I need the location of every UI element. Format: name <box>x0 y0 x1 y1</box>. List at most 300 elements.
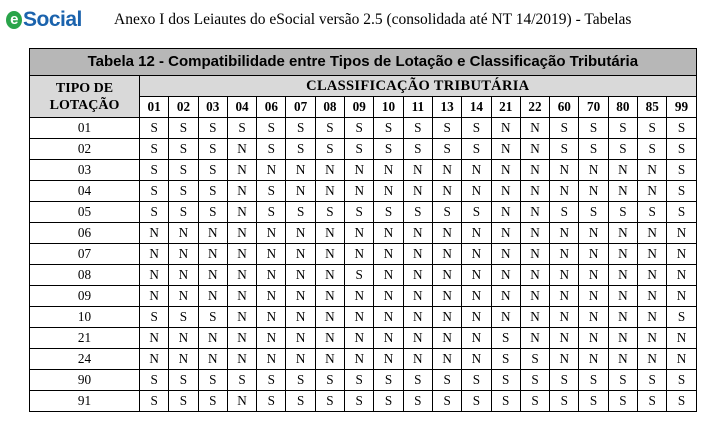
compatibility-cell: S <box>550 139 579 160</box>
compatibility-cell: N <box>286 160 315 181</box>
compatibility-cell: S <box>374 139 403 160</box>
compatibility-cell: N <box>520 118 549 139</box>
compatibility-cell: S <box>667 118 696 139</box>
compatibility-cell: N <box>140 223 169 244</box>
compatibility-cell: S <box>491 349 520 370</box>
classification-code-header: 08 <box>315 97 344 118</box>
compatibility-cell: N <box>462 307 491 328</box>
compatibility-cell: N <box>286 244 315 265</box>
table-row <box>30 286 697 307</box>
tipo-lotacao-cell: 04 <box>30 181 140 202</box>
classification-code-header: 10 <box>374 97 403 118</box>
compatibility-cell: S <box>198 181 227 202</box>
compatibility-cell: N <box>491 244 520 265</box>
compatibility-cell: S <box>169 181 198 202</box>
compatibility-cell: N <box>198 223 227 244</box>
compatibility-cell: S <box>169 307 198 328</box>
compatibility-cell: N <box>227 265 256 286</box>
compatibility-cell: S <box>432 202 461 223</box>
compatibility-cell: N <box>227 139 256 160</box>
compatibility-cell: S <box>345 202 374 223</box>
compatibility-cell: N <box>403 160 432 181</box>
compatibility-cell: N <box>638 181 667 202</box>
compatibility-cell: N <box>579 307 608 328</box>
tipo-lotacao-cell: 09 <box>30 286 140 307</box>
compatibility-cell: N <box>520 181 549 202</box>
compatibility-cell: N <box>227 223 256 244</box>
document-title: Anexo I dos Leiautes do eSocial versão 2.5 (consolidada até NT 14/2019) - Tabelas <box>114 11 632 28</box>
compatibility-cell: N <box>286 286 315 307</box>
compatibility-cell: N <box>315 160 344 181</box>
compatibility-cell: N <box>608 349 637 370</box>
compatibility-cell: N <box>286 307 315 328</box>
compatibility-cell: S <box>638 391 667 412</box>
compatibility-cell: N <box>374 328 403 349</box>
compatibility-cell: N <box>520 160 549 181</box>
compatibility-cell: N <box>257 265 286 286</box>
compatibility-cell: S <box>579 202 608 223</box>
compatibility-cell: N <box>638 160 667 181</box>
compatibility-cell: S <box>608 118 637 139</box>
compatibility-cell: S <box>462 139 491 160</box>
compatibility-cell: N <box>345 160 374 181</box>
compatibility-cell: N <box>462 349 491 370</box>
compatibility-cell: S <box>520 349 549 370</box>
compatibility-cell: S <box>257 139 286 160</box>
compatibility-cell: S <box>169 391 198 412</box>
classification-code-header: 14 <box>462 97 491 118</box>
classification-code-header: 02 <box>169 97 198 118</box>
compatibility-cell: N <box>345 181 374 202</box>
compatibility-cell: N <box>520 265 549 286</box>
compatibility-cell: N <box>403 265 432 286</box>
compatibility-cell: N <box>198 349 227 370</box>
compatibility-cell: S <box>579 118 608 139</box>
compatibility-cell: S <box>638 118 667 139</box>
classification-code-header: 80 <box>608 97 637 118</box>
compatibility-cell: N <box>432 328 461 349</box>
compatibility-cell: N <box>638 349 667 370</box>
compatibility-cell: S <box>403 202 432 223</box>
compatibility-cell: N <box>140 349 169 370</box>
compatibility-cell: N <box>345 349 374 370</box>
compatibility-cell: N <box>579 223 608 244</box>
compatibility-cell: S <box>257 202 286 223</box>
compatibility-cell: N <box>198 328 227 349</box>
compatibility-cell: N <box>638 223 667 244</box>
compatibility-cell: N <box>462 223 491 244</box>
compatibility-cell: N <box>227 244 256 265</box>
classification-code-header: 21 <box>491 97 520 118</box>
compatibility-cell: N <box>403 328 432 349</box>
compatibility-cell: N <box>345 328 374 349</box>
compatibility-cell: N <box>345 286 374 307</box>
compatibility-cell: N <box>169 328 198 349</box>
classification-code-header: 09 <box>345 97 374 118</box>
compatibility-cell: N <box>638 328 667 349</box>
compatibility-cell: N <box>257 349 286 370</box>
compatibility-cell: S <box>550 391 579 412</box>
compatibility-cell: S <box>403 139 432 160</box>
compatibility-cell: S <box>257 370 286 391</box>
compatibility-cell: N <box>432 244 461 265</box>
compatibility-cell: N <box>491 286 520 307</box>
compatibility-cell: S <box>198 139 227 160</box>
compatibility-cell: N <box>608 223 637 244</box>
tipo-lotacao-cell: 01 <box>30 118 140 139</box>
compatibility-cell: N <box>345 244 374 265</box>
compatibility-cell: S <box>227 118 256 139</box>
compatibility-cell: S <box>491 391 520 412</box>
compatibility-cell: N <box>374 223 403 244</box>
compatibility-cell: N <box>579 265 608 286</box>
compatibility-cell: S <box>286 370 315 391</box>
compatibility-cell: N <box>227 391 256 412</box>
compatibility-cell: S <box>520 391 549 412</box>
compatibility-cell: S <box>638 370 667 391</box>
compatibility-cell: S <box>140 370 169 391</box>
compatibility-cell: S <box>432 139 461 160</box>
classificacao-tributaria-header: CLASSIFICAÇÃO TRIBUTÁRIA <box>140 76 697 97</box>
compatibility-cell: N <box>608 307 637 328</box>
compatibility-cell: N <box>315 244 344 265</box>
compatibility-cell: S <box>432 370 461 391</box>
compatibility-cell: N <box>227 286 256 307</box>
compatibility-cell: S <box>520 370 549 391</box>
compatibility-cell: N <box>638 286 667 307</box>
compatibility-cell: S <box>667 139 696 160</box>
compatibility-cell: N <box>286 349 315 370</box>
compatibility-cell: S <box>140 202 169 223</box>
compatibility-cell: N <box>491 181 520 202</box>
compatibility-cell: N <box>140 286 169 307</box>
compatibility-cell: S <box>140 391 169 412</box>
compatibility-cell: S <box>198 118 227 139</box>
compatibility-cell: N <box>227 202 256 223</box>
tipo-lotacao-cell: 02 <box>30 139 140 160</box>
compatibility-cell: N <box>550 265 579 286</box>
compatibility-cell: N <box>550 223 579 244</box>
table-row <box>30 244 697 265</box>
compatibility-cell: N <box>403 181 432 202</box>
compatibility-cell: N <box>286 328 315 349</box>
compatibility-cell: N <box>374 181 403 202</box>
compatibility-cell: S <box>286 139 315 160</box>
compatibility-cell: N <box>315 181 344 202</box>
compatibility-cell: N <box>374 349 403 370</box>
compatibility-cell: S <box>286 118 315 139</box>
classification-code-header: 13 <box>432 97 461 118</box>
tipo-lotacao-header <box>30 76 140 118</box>
compatibility-cell: S <box>286 202 315 223</box>
document-header <box>6 6 711 34</box>
compatibility-cell: N <box>520 244 549 265</box>
compatibility-cell: N <box>667 223 696 244</box>
compatibility-cell: N <box>550 160 579 181</box>
classification-code-header: 04 <box>227 97 256 118</box>
compatibility-cell: S <box>169 160 198 181</box>
compatibility-cell: N <box>432 223 461 244</box>
tipo-lotacao-cell: 03 <box>30 160 140 181</box>
compatibility-cell: S <box>667 202 696 223</box>
compatibility-cell: S <box>345 118 374 139</box>
compatibility-cell: S <box>169 370 198 391</box>
compatibility-cell: N <box>638 244 667 265</box>
compatibility-cell: N <box>257 244 286 265</box>
compatibility-cell: S <box>403 391 432 412</box>
compatibility-cell: S <box>667 370 696 391</box>
compatibility-cell: N <box>227 349 256 370</box>
compatibility-cell: N <box>462 181 491 202</box>
compatibility-cell: N <box>345 223 374 244</box>
compatibility-cell: S <box>608 391 637 412</box>
compatibility-cell: N <box>432 349 461 370</box>
compatibility-cell: S <box>169 118 198 139</box>
table-row <box>30 265 697 286</box>
compatibility-cell: N <box>550 181 579 202</box>
compatibility-cell: S <box>140 307 169 328</box>
compatibility-cell: N <box>550 349 579 370</box>
classification-code-header: 60 <box>550 97 579 118</box>
tipo-lotacao-cell: 07 <box>30 244 140 265</box>
classification-code-header: 22 <box>520 97 549 118</box>
table-row <box>30 202 697 223</box>
compatibility-cell: N <box>550 244 579 265</box>
compatibility-cell: S <box>667 160 696 181</box>
table-row <box>30 118 697 139</box>
compatibility-cell: S <box>403 118 432 139</box>
compatibility-cell: N <box>520 286 549 307</box>
tipo-lotacao-header-line1: TIPO DE <box>55 80 114 96</box>
compatibility-cell: N <box>403 286 432 307</box>
compatibility-cell: N <box>432 307 461 328</box>
compatibility-cell: N <box>579 181 608 202</box>
compatibility-cell: N <box>374 286 403 307</box>
compatibility-cell: N <box>579 328 608 349</box>
compatibility-cell: S <box>345 139 374 160</box>
compatibility-cell: N <box>462 328 491 349</box>
compatibility-cell: N <box>520 223 549 244</box>
classification-code-header: 03 <box>198 97 227 118</box>
compatibility-cell: N <box>667 265 696 286</box>
compatibility-cell: N <box>608 160 637 181</box>
compatibility-cell: S <box>608 202 637 223</box>
compatibility-cell: N <box>140 265 169 286</box>
compatibility-cell: N <box>198 265 227 286</box>
compatibility-cell: N <box>432 265 461 286</box>
compatibility-cell: N <box>227 160 256 181</box>
compatibility-cell: S <box>462 202 491 223</box>
compatibility-cell: N <box>608 181 637 202</box>
compatibility-cell: N <box>169 286 198 307</box>
tipo-lotacao-cell: 90 <box>30 370 140 391</box>
table-row <box>30 307 697 328</box>
compatibility-cell: N <box>667 349 696 370</box>
table-row <box>30 139 697 160</box>
compatibility-cell: N <box>667 244 696 265</box>
compatibility-cell: S <box>286 391 315 412</box>
compatibility-cell: N <box>520 202 549 223</box>
table-row <box>30 160 697 181</box>
tipo-lotacao-cell: 06 <box>30 223 140 244</box>
esocial-logo-mark: e <box>6 11 22 29</box>
compatibility-cell: S <box>462 391 491 412</box>
compatibility-cell: S <box>257 181 286 202</box>
table-row <box>30 223 697 244</box>
compatibility-cell: N <box>491 265 520 286</box>
compatibility-cell: N <box>169 223 198 244</box>
compatibility-cell: N <box>374 160 403 181</box>
tipo-lotacao-cell: 08 <box>30 265 140 286</box>
compatibility-cell: N <box>432 160 461 181</box>
compatibility-cell: N <box>638 265 667 286</box>
compatibility-cell: N <box>462 244 491 265</box>
compatibility-cell: S <box>638 202 667 223</box>
compatibility-cell: N <box>198 286 227 307</box>
compatibility-cell: N <box>608 286 637 307</box>
compatibility-cell: N <box>667 328 696 349</box>
compatibility-cell: N <box>579 160 608 181</box>
compatibility-cell: S <box>257 391 286 412</box>
compatibility-cell: S <box>374 370 403 391</box>
compatibility-cell: S <box>374 391 403 412</box>
classification-code-header: 70 <box>579 97 608 118</box>
table-row <box>30 349 697 370</box>
compatibility-cell: N <box>286 181 315 202</box>
compatibility-cell: N <box>374 265 403 286</box>
tipo-lotacao-cell: 24 <box>30 349 140 370</box>
tipo-lotacao-cell: 05 <box>30 202 140 223</box>
compatibility-cell: N <box>608 328 637 349</box>
compatibility-cell: N <box>345 307 374 328</box>
compatibility-cell: S <box>198 391 227 412</box>
compatibility-cell: N <box>579 286 608 307</box>
compatibility-cell: N <box>579 244 608 265</box>
compatibility-cell: N <box>491 202 520 223</box>
compatibility-cell: S <box>667 307 696 328</box>
compatibility-cell: S <box>432 118 461 139</box>
compatibility-cell: N <box>403 307 432 328</box>
table-row <box>30 391 697 412</box>
compatibility-cell: S <box>462 118 491 139</box>
compatibility-cell: N <box>257 286 286 307</box>
compatibility-cell: N <box>315 328 344 349</box>
compatibility-cell: S <box>140 160 169 181</box>
classification-code-header: 07 <box>286 97 315 118</box>
compatibility-cell: N <box>140 244 169 265</box>
compatibility-cell: N <box>462 286 491 307</box>
compatibility-cell: S <box>374 202 403 223</box>
esocial-logo <box>6 8 82 32</box>
compatibility-cell: S <box>315 370 344 391</box>
compatibility-cell: N <box>257 307 286 328</box>
compatibility-cell: N <box>374 307 403 328</box>
compatibility-cell: N <box>374 244 403 265</box>
tipo-lotacao-cell: 10 <box>30 307 140 328</box>
compatibility-cell: S <box>140 139 169 160</box>
classification-code-header: 99 <box>667 97 696 118</box>
compatibility-cell: S <box>227 370 256 391</box>
compatibility-cell: S <box>579 139 608 160</box>
compatibility-cell: N <box>227 328 256 349</box>
compatibility-cell: N <box>608 244 637 265</box>
compatibility-cell: N <box>520 328 549 349</box>
classification-code-header: 11 <box>403 97 432 118</box>
compatibility-cell: N <box>403 223 432 244</box>
compatibility-cell: N <box>550 328 579 349</box>
compatibility-cell: N <box>227 307 256 328</box>
compatibility-cell: S <box>198 370 227 391</box>
compatibility-cell: N <box>550 286 579 307</box>
compatibility-cell: N <box>491 160 520 181</box>
compatibility-cell: S <box>550 202 579 223</box>
compatibility-cell: S <box>667 181 696 202</box>
compatibility-cell: N <box>550 307 579 328</box>
compatibility-cell: S <box>198 202 227 223</box>
compatibility-cell: N <box>140 328 169 349</box>
compatibility-cell: N <box>169 265 198 286</box>
compatibility-cell: S <box>608 139 637 160</box>
compatibility-cell: N <box>432 181 461 202</box>
compatibility-cell: S <box>579 391 608 412</box>
compatibility-cell: S <box>315 202 344 223</box>
tipo-lotacao-cell: 21 <box>30 328 140 349</box>
compatibility-cell: N <box>169 349 198 370</box>
compatibility-cell: S <box>315 118 344 139</box>
compatibility-cell: N <box>491 139 520 160</box>
compatibility-cell: N <box>403 349 432 370</box>
table-row <box>30 181 697 202</box>
compatibility-cell: N <box>462 160 491 181</box>
compatibility-cell: S <box>257 118 286 139</box>
compatibility-cell: S <box>608 370 637 391</box>
compatibility-cell: S <box>638 139 667 160</box>
compatibility-cell: N <box>462 265 491 286</box>
classification-code-header: 01 <box>140 97 169 118</box>
compatibility-cell: S <box>550 118 579 139</box>
compatibility-cell: N <box>286 265 315 286</box>
compatibility-cell: S <box>140 118 169 139</box>
compatibility-cell: S <box>667 391 696 412</box>
compatibility-cell: N <box>315 265 344 286</box>
compatibility-cell: N <box>520 307 549 328</box>
compatibility-cell: N <box>257 160 286 181</box>
compatibility-cell: S <box>345 370 374 391</box>
tipo-lotacao-header-line2: LOTAÇÃO <box>49 97 120 113</box>
compatibility-cell: S <box>491 370 520 391</box>
compatibility-table <box>29 48 697 412</box>
compatibility-cell: S <box>462 370 491 391</box>
compatibility-cell: N <box>403 244 432 265</box>
compatibility-cell: S <box>345 391 374 412</box>
compatibility-cell: N <box>257 328 286 349</box>
compatibility-cell: N <box>608 265 637 286</box>
classification-code-header: 85 <box>638 97 667 118</box>
compatibility-cell: S <box>169 139 198 160</box>
compatibility-cell: N <box>520 139 549 160</box>
compatibility-cell: S <box>374 118 403 139</box>
table-row <box>30 328 697 349</box>
compatibility-cell: S <box>315 139 344 160</box>
table-row <box>30 370 697 391</box>
compatibility-cell: S <box>198 307 227 328</box>
compatibility-cell: N <box>579 349 608 370</box>
compatibility-cell: N <box>315 307 344 328</box>
tipo-lotacao-cell: 91 <box>30 391 140 412</box>
compatibility-cell: N <box>286 223 315 244</box>
table-caption: Tabela 12 - Compatibilidade entre Tipos de Lotação e Classificação Tributária <box>30 49 697 76</box>
compatibility-cell: S <box>315 391 344 412</box>
